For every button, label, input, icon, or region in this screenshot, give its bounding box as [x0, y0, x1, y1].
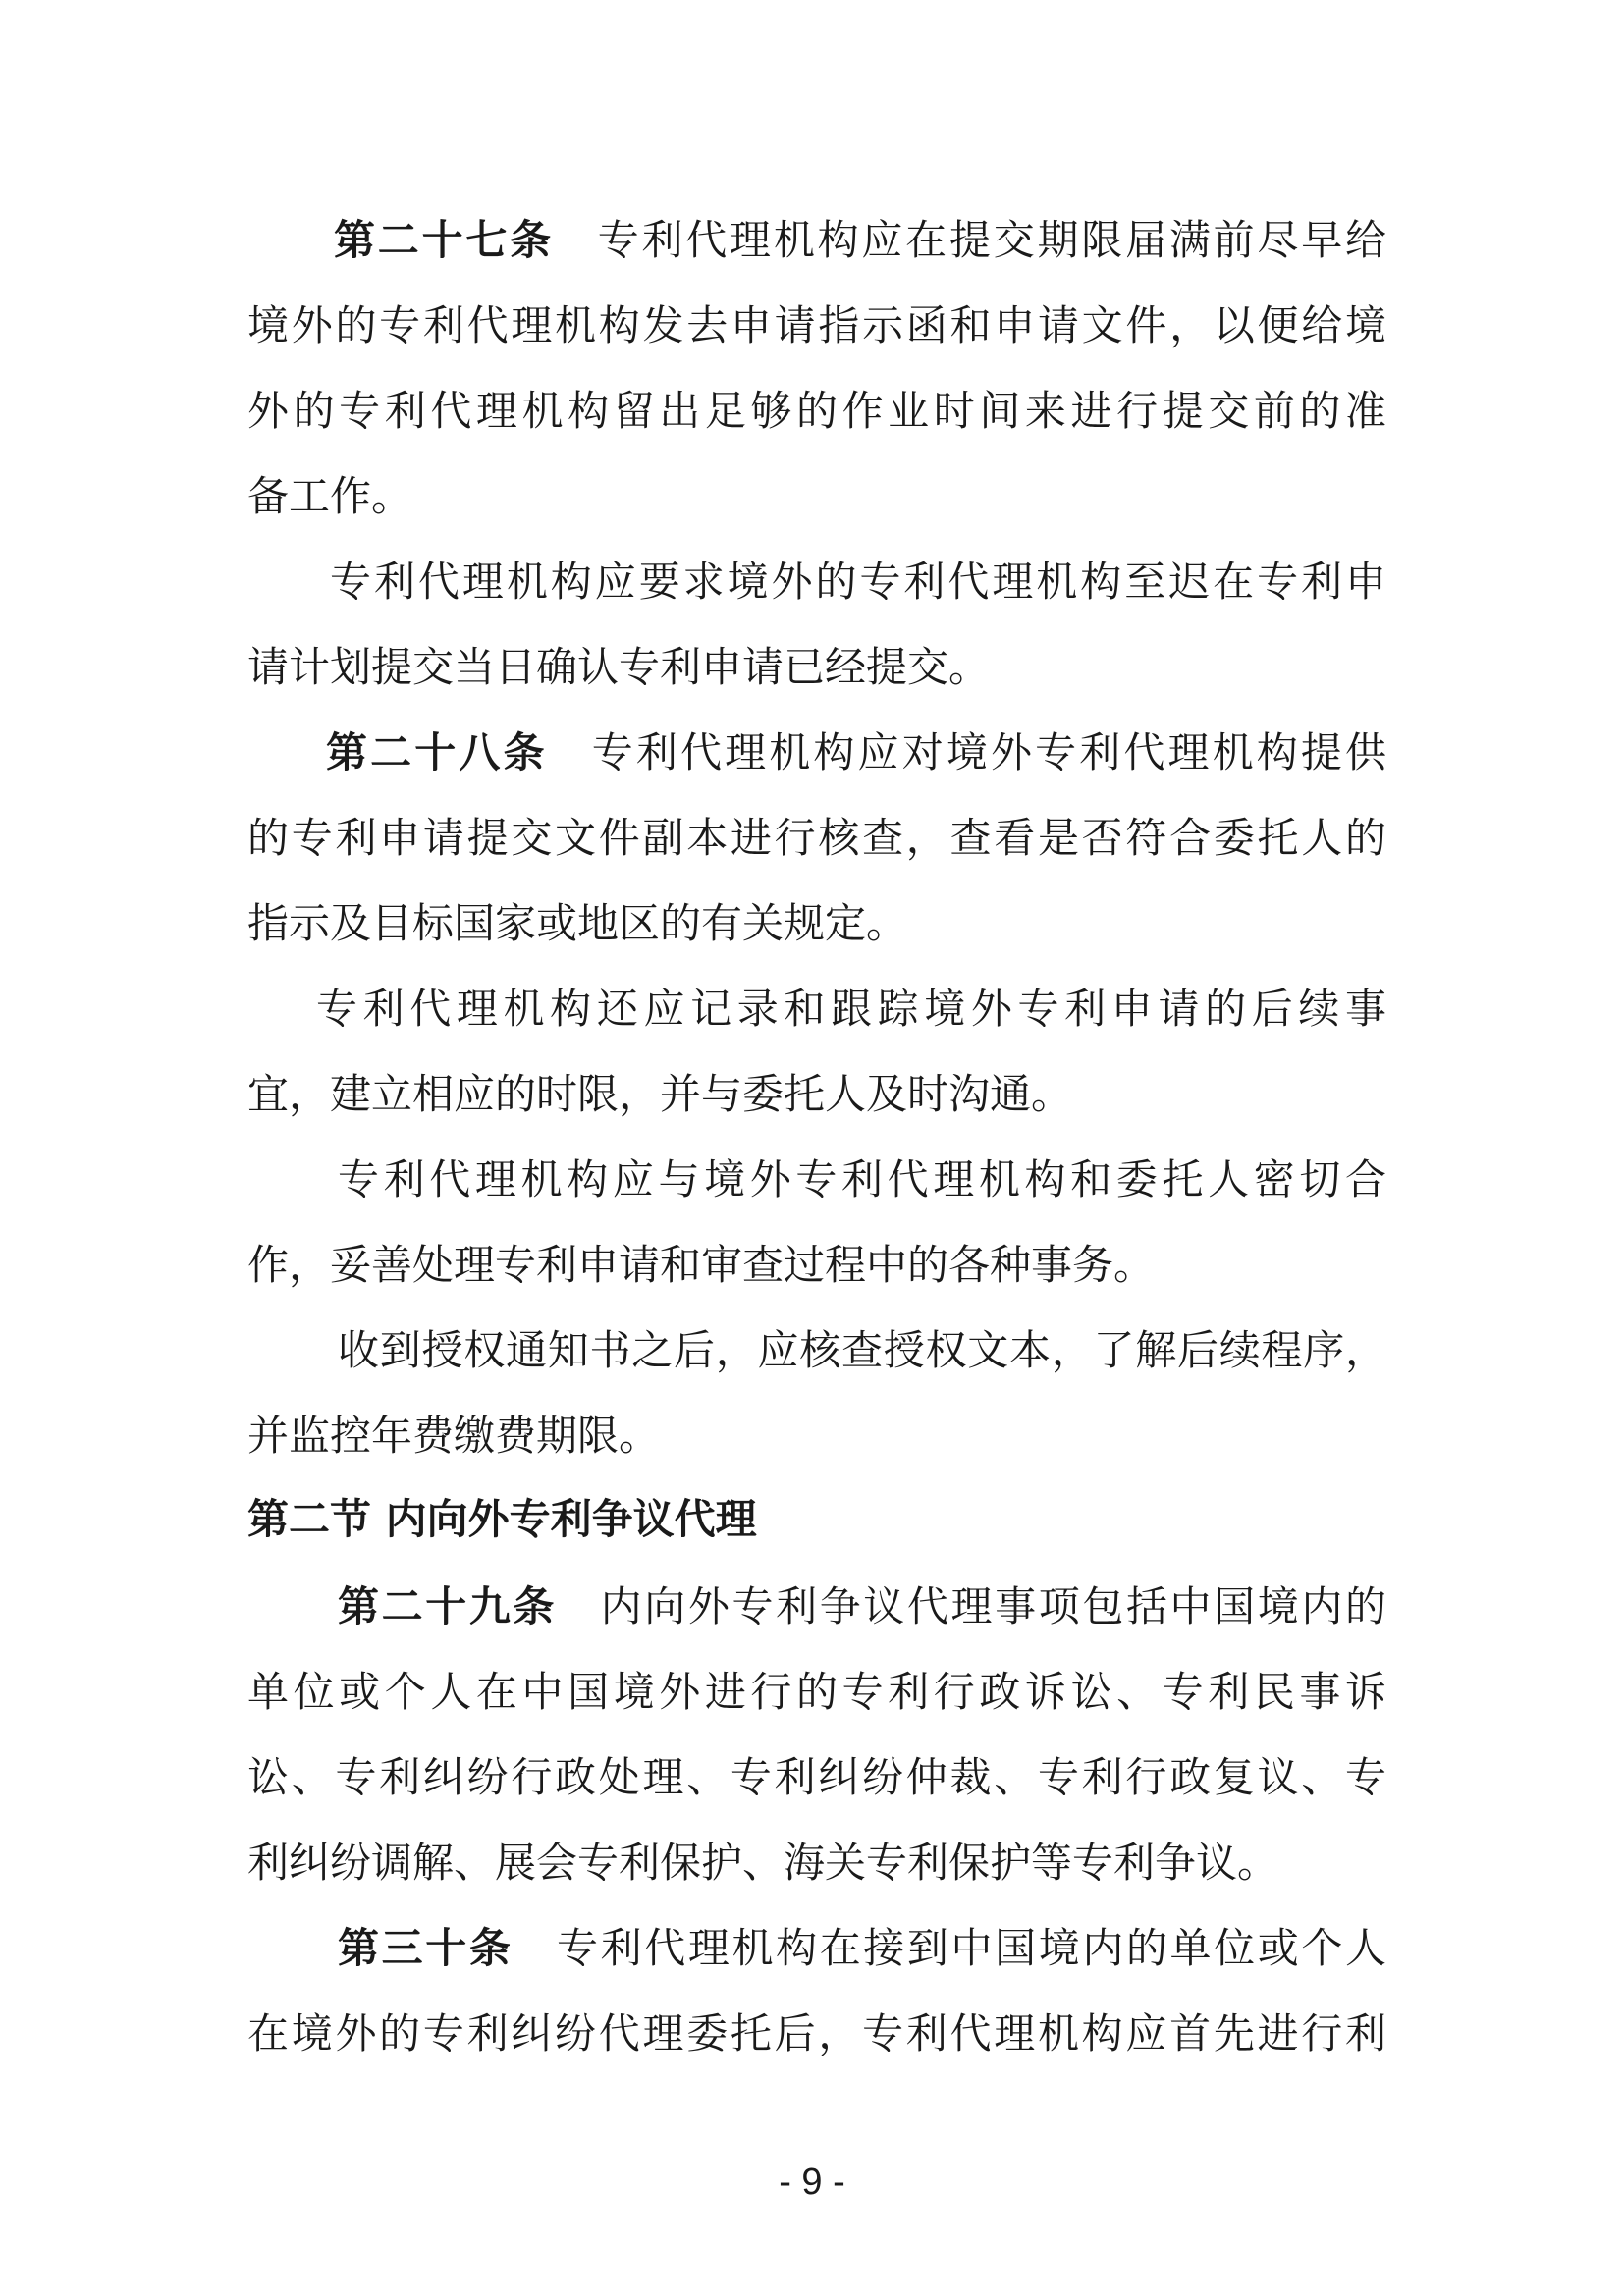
article-28b-line-1: 专利代理机构还应记录和跟踪境外专利申请的后续事 [316, 985, 1386, 1033]
article-30-line-1: 第三十条 专利代理机构在接到中国境内的单位或个人 [338, 1924, 1386, 1972]
article-27-line-2: 境外的专利代理机构发去申请指示函和申请文件，以便给境 [247, 301, 1386, 349]
article-29-label: 第二十九条 [338, 1582, 558, 1630]
article-27-line-3: 外的专利代理机构留出足够的作业时间来进行提交前的准 [247, 387, 1386, 435]
article-28-line-2: 的专利申请提交文件副本进行核查，查看是否符合委托人的 [247, 814, 1386, 862]
article-28d-line-2: 并监控年费缴费期限。 [247, 1412, 661, 1460]
section-heading: 第二节 内向外专利争议代理 [247, 1495, 757, 1543]
article-28b-line-2: 宜，建立相应的时限，并与委托人及时沟通。 [247, 1070, 1073, 1118]
article-30-label: 第三十条 [338, 1924, 514, 1972]
article-27-line-1: 第二十七条 专利代理机构应在提交期限届满前尽早给 [334, 216, 1386, 264]
article-28d-line-1: 收到授权通知书之后，应核查授权文本，了解后续程序， [338, 1326, 1386, 1374]
article-28-line-1: 第二十八条 专利代理机构应对境外专利代理机构提供 [326, 728, 1386, 776]
article-30-line-2: 在境外的专利纠纷代理委托后，专利代理机构应首先进行利 [247, 2009, 1386, 2057]
article-27-label: 第二十七条 [334, 216, 554, 264]
article-28-line-3: 指示及目标国家或地区的有关规定。 [247, 899, 908, 947]
article-29-line-1: 第二十九条 内向外专利争议代理事项包括中国境内的 [338, 1582, 1386, 1630]
article-29-line-3: 讼、专利纠纷行政处理、专利纠纷仲裁、专利行政复议、专 [247, 1753, 1386, 1801]
article-29-line-4: 利纠纷调解、展会专利保护、海关专利保护等专利争议。 [247, 1839, 1279, 1887]
page-number: - 9 - [779, 2162, 845, 2203]
article-27b-line-2: 请计划提交当日确认专利申请已经提交。 [247, 643, 991, 691]
article-28-label: 第二十八条 [326, 728, 548, 776]
article-29-line-2: 单位或个人在中国境外进行的专利行政诉讼、专利民事诉 [247, 1668, 1386, 1716]
article-27-line-4: 备工作。 [247, 472, 413, 520]
article-28c-line-1: 专利代理机构应与境外专利代理机构和委托人密切合 [338, 1155, 1386, 1203]
article-28c-line-2: 作，妥善处理专利申请和审查过程中的各种事务。 [247, 1241, 1156, 1289]
article-27b-line-1: 专利代理机构应要求境外的专利代理机构至迟在专利申 [330, 558, 1386, 606]
